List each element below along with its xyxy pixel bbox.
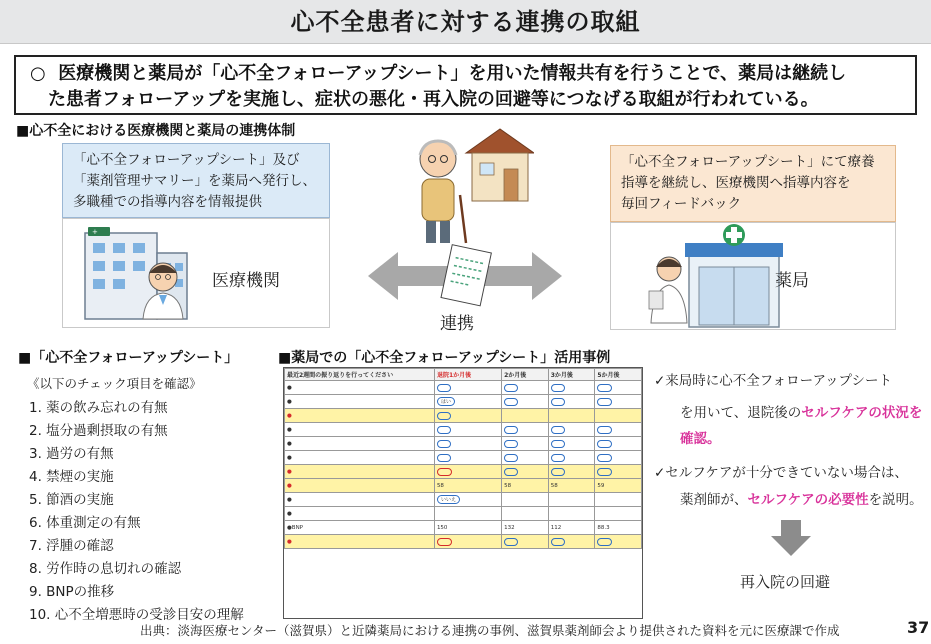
pharmacy-illustration [611,223,897,331]
sheet-bnp-value: 112 [548,521,595,535]
sheet-bnp-value: 88.3 [595,521,642,535]
checklist-item: 5. 節酒の実施 [29,492,114,508]
sheet-weight: 58 [434,479,501,493]
checklist-item: 4. 禁煙の実施 [29,469,114,485]
sheet-bnp-value: 132 [502,521,549,535]
followup-sheet-image [283,367,643,619]
result-readmission-avoidance: 再入院の回避 [740,573,831,591]
checklist-item: 8. 労作時の息切れの確認 [29,561,182,577]
hospital-panel [62,218,330,328]
intro-box [14,55,917,115]
hospital-info-line: 「薬剤管理サマリー」を薬局へ発行し、 [73,173,316,189]
sheet-col-header: 3か月後 [548,369,595,381]
note-1-line-2: を用いて、退院後のセルフケアの状況を [680,405,923,421]
sheet-bnp-label: ●BNP [285,521,435,535]
pharmacy-info-line: 「心不全フォローアップシート」にて療養 [621,154,875,170]
sheet-weight: 58 [502,479,549,493]
checklist-item: 6. 体重測定の有無 [29,515,141,531]
checklist-item: 3. 過労の有無 [29,446,114,462]
note-1-emphasis: セルフケアの状況を [801,405,923,421]
intro-line-1: 医療機関と薬局が「心不全フォローアップシート」を用いた情報共有を行うことで、薬局は継続し [58,63,847,84]
checklist-item: 2. 塩分過剰摂取の有無 [29,423,168,439]
intro-text [30,61,910,113]
followup-sheet-table: 最近2週間の振り返りを行ってください 退院1か月後 2か月後 3か月後 5か月後 ● ● はい ● ● ● ● ● ● 58 58 58 59 ● いいえ ● ●BNP 150 132 112 88.3 ● [284,368,642,549]
checklist-item: 9. BNPの推移 [29,584,115,600]
source-footnote: 出典：淡海医療センター（滋賀県）と近隣薬局における連携の事例、滋賀県薬剤師会より提供された資料を元に医療課で作成 [140,623,840,638]
cooperation-arrow [368,240,562,312]
section-heading-cooperation: ■心不全における医療機関と薬局の連携体制 [16,123,296,139]
hospital-illustration [63,219,331,329]
pharmacy-panel [610,222,896,330]
note-1-line-1: ✓来局時に心不全フォローアップシート [654,373,892,389]
section-heading-usage-example: ■薬局での「心不全フォローアップシート」活用事例 [278,350,611,366]
pharmacy-info-box [610,145,896,222]
note-2-line-2: 薬剤師が、セルフケアの必要性を説明。 [680,492,923,508]
note-1-emphasis-2: 確認。 [680,431,721,447]
sheet-weight: 59 [595,479,642,493]
sheet-col-header: 退院1か月後 [434,369,501,381]
sheet-col-header: 2か月後 [502,369,549,381]
hospital-info-line: 多職種での指導内容を情報提供 [73,194,262,210]
note-2-emphasis: セルフケアの必要性 [747,492,869,508]
down-arrow-icon [771,520,811,556]
cooperation-label: 連携 [440,314,474,334]
pharmacy-info-line: 指導を継続し、医療機関へ指導内容を [621,175,851,191]
patient-home-illustration [404,125,534,247]
sheet-col-header: 最近2週間の振り返りを行ってください [285,369,435,381]
sheet-weight: 58 [548,479,595,493]
intro-bullet: ○ [30,63,46,84]
checklist-item: 7. 浮腫の確認 [29,538,114,554]
page-number: 37 [907,618,930,637]
section-heading-followup-sheet: ■「心不全フォローアップシート」 [18,350,239,366]
checklist-title: 《以下のチェック項目を確認》 [27,376,202,391]
sheet-answer: はい [437,397,455,406]
hospital-info-line: 「心不全フォローアップシート」及び [73,152,300,168]
page-title: 心不全患者に対する連携の取組 [290,8,641,36]
svg-text:+: + [92,228,98,236]
note-2-line-1: ✓セルフケアが十分できていない場合は、 [654,465,908,481]
sheet-bnp-value: 150 [434,521,501,535]
sheet-answer: いいえ [437,495,460,504]
pharmacy-info-line: 毎回フィードバック [621,196,742,212]
pharmacy-label: 薬局 [775,271,809,291]
hospital-label: 医療機関 [212,271,280,291]
hospital-info-box [62,143,330,218]
checklist-item: 1. 薬の飲み忘れの有無 [29,400,168,416]
intro-line-2: た患者フォローアップを実施し、症状の悪化・再入院の回避等につなげる取組が行われている。 [48,89,819,110]
checklist-item: 10. 心不全増悪時の受診目安の理解 [29,607,244,623]
sheet-col-header: 5か月後 [595,369,642,381]
